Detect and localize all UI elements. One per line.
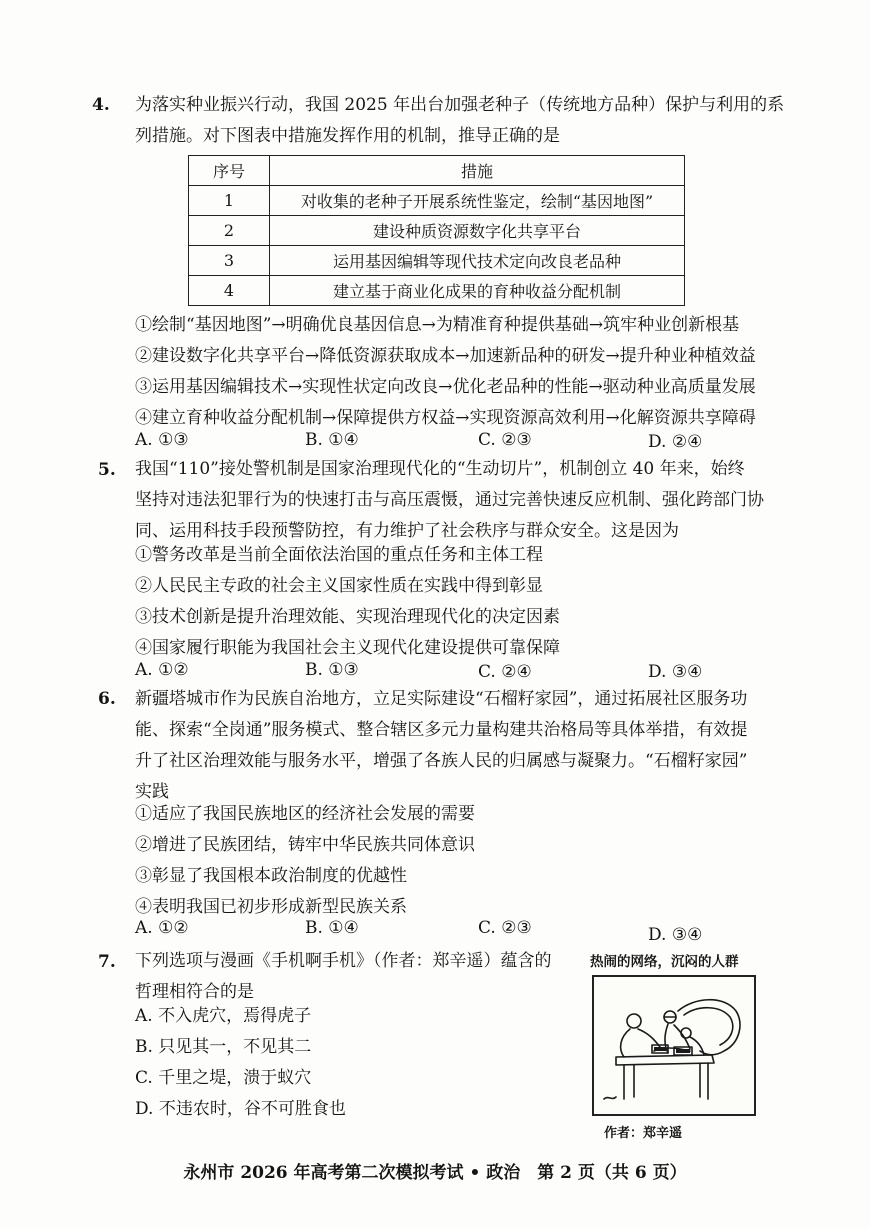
statement-item: ③彰显了我国根本政治制度的优越性 — [135, 866, 407, 886]
q5-option-b[interactable]: B. ①③ — [305, 660, 359, 680]
q6-stem-line: 升了社区治理效能与服务水平，增强了各族人民的归属感与凝聚力。“石榴籽家园” — [135, 751, 748, 771]
statement-item: ②增进了民族团结，铸牢中华民族共同体意识 — [135, 835, 475, 855]
statement-item: ④建立育种收益分配机制→保障提供方权益→实现资源高效利用→化解资源共享障碍 — [135, 408, 756, 428]
q6-option-c[interactable]: C. ②③ — [478, 918, 532, 938]
q5-option-c[interactable]: C. ②④ — [478, 662, 532, 682]
q6-option-b[interactable]: B. ①④ — [305, 918, 359, 938]
statement-item: ①警务改革是当前全面依法治国的重点任务和主体工程 — [135, 545, 543, 565]
q4-stem-line: 为落实种业振兴行动，我国 2025 年出台加强老种子（传统地方品种）保护与利用的系 — [135, 95, 785, 115]
table-row — [189, 216, 685, 246]
q5-statements — [135, 540, 775, 664]
q7-options — [135, 1001, 575, 1125]
table-cell-measure: 对收集的老种子开展系统性鉴定，绘制“基因地图” — [270, 186, 685, 216]
statement-item: ④表明我国已初步形成新型民族关系 — [135, 897, 407, 917]
q7-number: 7. — [98, 952, 116, 972]
q5-number: 5. — [98, 460, 116, 480]
q5-option-d[interactable]: D. ③④ — [648, 662, 703, 682]
q6-option-d[interactable]: D. ③④ — [648, 925, 703, 945]
statement-item: ①绘制“基因地图”→明确优良基因信息→为精准育种提供基础→筑牢种业创新根基 — [135, 315, 740, 335]
q6-stem-line: 能、探索“全岗通”服务模式、整合辖区多元力量构建共治格局等具体举措，有效提 — [135, 720, 748, 740]
statement-item: ③运用基因编辑技术→实现性状定向改良→优化老品种的性能→驱动种业高质量发展 — [135, 377, 756, 397]
q4-statements — [135, 310, 775, 434]
q4-number: 4. — [92, 95, 110, 115]
q6-number: 6. — [98, 689, 116, 709]
q6-stem — [135, 684, 775, 808]
q7-option-c[interactable]: C. 千里之堤，溃于蚁穴 — [135, 1068, 312, 1088]
table-row — [189, 246, 685, 276]
q4-option-a[interactable]: A. ①③ — [135, 430, 189, 450]
q4-measures-table — [188, 155, 685, 306]
q6-statements — [135, 799, 775, 923]
cartoon-title: 热闹的网络，沉闷的人群 — [590, 954, 739, 970]
table-cell-measure: 运用基因编辑等现代技术定向改良老品种 — [270, 246, 685, 276]
q6-option-a[interactable]: A. ①② — [135, 918, 189, 938]
q4-option-d[interactable]: D. ②④ — [648, 432, 703, 452]
q5-stem-line: 坚持对违法犯罪行为的快速打击与高压震慑，通过完善快速反应机制、强化跨部门协 — [135, 490, 764, 510]
table-header-measure: 措施 — [270, 156, 685, 186]
table-cell-index: 1 — [189, 186, 270, 216]
q4-option-c[interactable]: C. ②③ — [478, 430, 532, 450]
table-cell-measure: 建设种质资源数字化共享平台 — [270, 216, 685, 246]
q5-stem-line: 我国“110”接处警机制是国家治理现代化的“生动切片”，机制创立 40 年来，始终 — [135, 459, 745, 479]
statement-item: ④国家履行职能为我国社会主义现代化建设提供可靠保障 — [135, 638, 560, 658]
cartoon-author: 作者：郑辛遥 — [604, 1126, 683, 1141]
table-cell-index: 4 — [189, 276, 270, 306]
q7-stem-line: 下列选项与漫画《手机啊手机》（作者：郑辛遥）蕴含的 — [135, 951, 552, 971]
table-header-row — [189, 156, 685, 186]
statement-item: ①适应了我国民族地区的经济社会发展的需要 — [135, 804, 475, 824]
q4-option-b[interactable]: B. ①④ — [305, 430, 359, 450]
statement-item: ②建设数字化共享平台→降低资源获取成本→加速新品种的研发→提升种业种植效益 — [135, 346, 756, 366]
cartoon-image — [592, 975, 756, 1116]
table-cell-index: 3 — [189, 246, 270, 276]
table-cell-index: 2 — [189, 216, 270, 246]
q7-option-a[interactable]: A. 不入虎穴，焉得虎子 — [135, 1006, 312, 1026]
table-header-index: 序号 — [189, 156, 270, 186]
q7-stem — [135, 946, 575, 1008]
table-cell-measure: 建立基于商业化成果的育种收益分配机制 — [270, 276, 685, 306]
cartoon-drawing — [594, 977, 754, 1114]
q6-stem-line: 实践 — [135, 782, 169, 802]
statement-item: ②人民民主专政的社会主义国家性质在实践中得到彰显 — [135, 576, 543, 596]
q7-stem-line: 哲理相符合的是 — [135, 982, 254, 1002]
q7-option-b[interactable]: B. 只见其一，不见其二 — [135, 1037, 312, 1057]
q6-stem-line: 新疆塔城市作为民族自治地方，立足实际建设“石榴籽家园”，通过拓展社区服务功 — [135, 689, 748, 709]
q5-stem — [135, 454, 775, 547]
statement-item: ③技术创新是提升治理效能、实现治理现代化的决定因素 — [135, 607, 560, 627]
table-row — [189, 276, 685, 306]
table-row — [189, 186, 685, 216]
q5-stem-line: 同、运用科技手段预警防控，有力维护了社会秩序与群众安全。这是因为 — [135, 521, 679, 541]
q4-stem-line: 列措施。对下图表中措施发挥作用的机制，推导正确的是 — [135, 126, 560, 146]
page-footer: 永州市 2026 年高考第二次模拟考试 • 政治 第 2 页（共 6 页） — [183, 1163, 687, 1183]
q4-stem — [135, 90, 785, 152]
q5-option-a[interactable]: A. ①② — [135, 660, 189, 680]
q7-option-d[interactable]: D. 不违农时，谷不可胜食也 — [135, 1099, 346, 1119]
